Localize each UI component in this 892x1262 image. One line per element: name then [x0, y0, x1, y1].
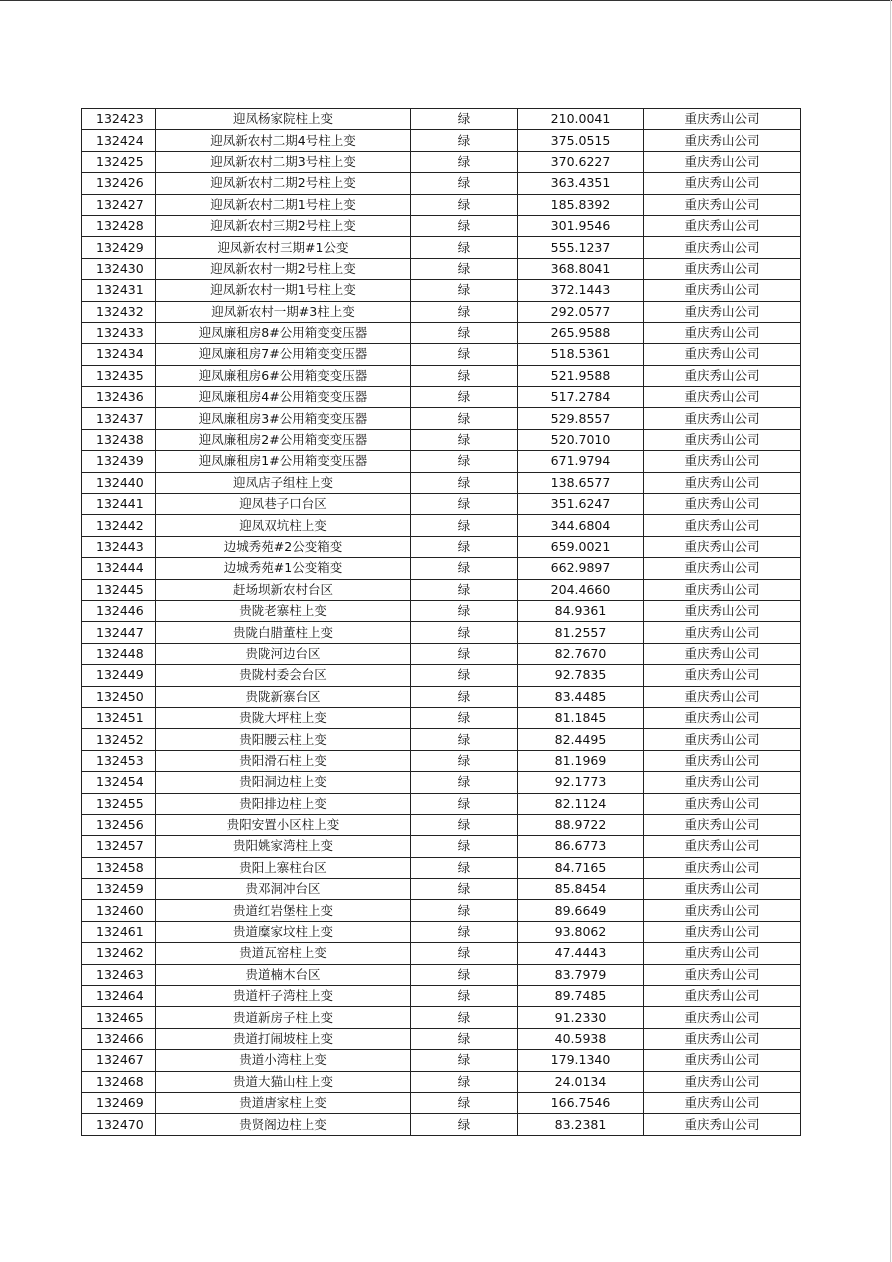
name-cell: 贵道新房子柱上变 — [156, 1007, 411, 1028]
value-cell: 86.6773 — [518, 836, 644, 857]
value-cell: 82.7670 — [518, 643, 644, 664]
color-cell: 绿 — [411, 793, 518, 814]
id-cell: 132426 — [82, 173, 156, 194]
company-cell: 重庆秀山公司 — [644, 793, 801, 814]
value-cell: 363.4351 — [518, 173, 644, 194]
color-cell: 绿 — [411, 750, 518, 771]
color-cell: 绿 — [411, 643, 518, 664]
table-row — [82, 1007, 801, 1028]
name-cell: 贵道糜家坟柱上变 — [156, 921, 411, 942]
name-cell: 贵道小湾柱上变 — [156, 1050, 411, 1071]
company-cell: 重庆秀山公司 — [644, 665, 801, 686]
id-cell: 132455 — [82, 793, 156, 814]
color-cell: 绿 — [411, 1092, 518, 1113]
table-row — [82, 665, 801, 686]
color-cell: 绿 — [411, 729, 518, 750]
table-row — [82, 429, 801, 450]
table-row — [82, 1071, 801, 1092]
id-cell: 132441 — [82, 494, 156, 515]
value-cell: 84.7165 — [518, 857, 644, 878]
id-cell: 132446 — [82, 600, 156, 621]
id-cell: 132447 — [82, 622, 156, 643]
company-cell: 重庆秀山公司 — [644, 707, 801, 728]
value-cell: 210.0041 — [518, 109, 644, 130]
company-cell: 重庆秀山公司 — [644, 194, 801, 215]
company-cell: 重庆秀山公司 — [644, 472, 801, 493]
color-cell: 绿 — [411, 1028, 518, 1049]
value-cell: 662.9897 — [518, 558, 644, 579]
color-cell: 绿 — [411, 600, 518, 621]
table-row — [82, 643, 801, 664]
name-cell: 贵阳安置小区柱上变 — [156, 814, 411, 835]
value-cell: 84.9361 — [518, 600, 644, 621]
company-cell: 重庆秀山公司 — [644, 515, 801, 536]
table-row — [82, 707, 801, 728]
id-cell: 132470 — [82, 1114, 156, 1135]
value-cell: 88.9722 — [518, 814, 644, 835]
company-cell: 重庆秀山公司 — [644, 579, 801, 600]
color-cell: 绿 — [411, 515, 518, 536]
name-cell: 贵阳姚家湾柱上变 — [156, 836, 411, 857]
company-cell: 重庆秀山公司 — [644, 173, 801, 194]
name-cell: 贵道楠木台区 — [156, 964, 411, 985]
table-row — [82, 472, 801, 493]
name-cell: 迎凤新农村一期1号柱上变 — [156, 280, 411, 301]
value-cell: 265.9588 — [518, 322, 644, 343]
value-cell: 179.1340 — [518, 1050, 644, 1071]
name-cell: 贵邓洞冲台区 — [156, 879, 411, 900]
name-cell: 迎凤巷子口台区 — [156, 494, 411, 515]
color-cell: 绿 — [411, 109, 518, 130]
company-cell: 重庆秀山公司 — [644, 365, 801, 386]
id-cell: 132451 — [82, 707, 156, 728]
table-row — [82, 301, 801, 322]
color-cell: 绿 — [411, 365, 518, 386]
color-cell: 绿 — [411, 814, 518, 835]
company-cell: 重庆秀山公司 — [644, 451, 801, 472]
name-cell: 迎凤新农村二期1号柱上变 — [156, 194, 411, 215]
value-cell: 368.8041 — [518, 258, 644, 279]
table-row — [82, 194, 801, 215]
name-cell: 贵阳滑石柱上变 — [156, 750, 411, 771]
value-cell: 344.6804 — [518, 515, 644, 536]
name-cell: 迎凤廉租房6#公用箱变变压器 — [156, 365, 411, 386]
company-cell: 重庆秀山公司 — [644, 986, 801, 1007]
value-cell: 82.1124 — [518, 793, 644, 814]
value-cell: 204.4660 — [518, 579, 644, 600]
color-cell: 绿 — [411, 472, 518, 493]
company-cell: 重庆秀山公司 — [644, 643, 801, 664]
value-cell: 521.9588 — [518, 365, 644, 386]
name-cell: 贵道唐家柱上变 — [156, 1092, 411, 1113]
id-cell: 132437 — [82, 408, 156, 429]
data-table — [81, 108, 801, 1136]
value-cell: 92.1773 — [518, 772, 644, 793]
color-cell: 绿 — [411, 921, 518, 942]
color-cell: 绿 — [411, 344, 518, 365]
color-cell: 绿 — [411, 130, 518, 151]
id-cell: 132429 — [82, 237, 156, 258]
name-cell: 贵陇河边台区 — [156, 643, 411, 664]
value-cell: 81.1969 — [518, 750, 644, 771]
id-cell: 132458 — [82, 857, 156, 878]
color-cell: 绿 — [411, 943, 518, 964]
table-row — [82, 772, 801, 793]
value-cell: 166.7546 — [518, 1092, 644, 1113]
name-cell: 贵陇老寨柱上变 — [156, 600, 411, 621]
id-cell: 132467 — [82, 1050, 156, 1071]
company-cell: 重庆秀山公司 — [644, 943, 801, 964]
value-cell: 659.0021 — [518, 536, 644, 557]
id-cell: 132452 — [82, 729, 156, 750]
table-row — [82, 130, 801, 151]
id-cell: 132460 — [82, 900, 156, 921]
name-cell: 迎凤杨家院柱上变 — [156, 109, 411, 130]
company-cell: 重庆秀山公司 — [644, 836, 801, 857]
value-cell: 671.9794 — [518, 451, 644, 472]
company-cell: 重庆秀山公司 — [644, 1028, 801, 1049]
color-cell: 绿 — [411, 665, 518, 686]
name-cell: 贵道瓦窑柱上变 — [156, 943, 411, 964]
table-row — [82, 173, 801, 194]
id-cell: 132440 — [82, 472, 156, 493]
page-top-border — [0, 0, 892, 1]
id-cell: 132461 — [82, 921, 156, 942]
color-cell: 绿 — [411, 707, 518, 728]
value-cell: 520.7010 — [518, 429, 644, 450]
color-cell: 绿 — [411, 622, 518, 643]
table-body — [82, 109, 801, 1136]
company-cell: 重庆秀山公司 — [644, 879, 801, 900]
color-cell: 绿 — [411, 964, 518, 985]
color-cell: 绿 — [411, 579, 518, 600]
id-cell: 132430 — [82, 258, 156, 279]
value-cell: 517.2784 — [518, 387, 644, 408]
name-cell: 迎凤双坑柱上变 — [156, 515, 411, 536]
value-cell: 85.8454 — [518, 879, 644, 900]
id-cell: 132468 — [82, 1071, 156, 1092]
company-cell: 重庆秀山公司 — [644, 921, 801, 942]
table-row — [82, 322, 801, 343]
company-cell: 重庆秀山公司 — [644, 109, 801, 130]
company-cell: 重庆秀山公司 — [644, 237, 801, 258]
value-cell: 529.8557 — [518, 408, 644, 429]
company-cell: 重庆秀山公司 — [644, 814, 801, 835]
value-cell: 372.1443 — [518, 280, 644, 301]
table-row — [82, 814, 801, 835]
company-cell: 重庆秀山公司 — [644, 387, 801, 408]
value-cell: 93.8062 — [518, 921, 644, 942]
id-cell: 132434 — [82, 344, 156, 365]
id-cell: 132465 — [82, 1007, 156, 1028]
company-cell: 重庆秀山公司 — [644, 1071, 801, 1092]
name-cell: 迎凤新农村三期#1公变 — [156, 237, 411, 258]
table-row — [82, 1092, 801, 1113]
company-cell: 重庆秀山公司 — [644, 686, 801, 707]
value-cell: 81.1845 — [518, 707, 644, 728]
color-cell: 绿 — [411, 494, 518, 515]
table-row — [82, 344, 801, 365]
color-cell: 绿 — [411, 1007, 518, 1028]
color-cell: 绿 — [411, 194, 518, 215]
name-cell: 迎凤新农村二期3号柱上变 — [156, 151, 411, 172]
table-row — [82, 686, 801, 707]
value-cell: 138.6577 — [518, 472, 644, 493]
table-row — [82, 365, 801, 386]
company-cell: 重庆秀山公司 — [644, 600, 801, 621]
value-cell: 83.4485 — [518, 686, 644, 707]
name-cell: 迎凤新农村二期4号柱上变 — [156, 130, 411, 151]
name-cell: 贵陇白腊董柱上变 — [156, 622, 411, 643]
company-cell: 重庆秀山公司 — [644, 558, 801, 579]
table-row — [82, 750, 801, 771]
name-cell: 迎凤廉租房2#公用箱变变压器 — [156, 429, 411, 450]
company-cell: 重庆秀山公司 — [644, 1114, 801, 1135]
value-cell: 91.2330 — [518, 1007, 644, 1028]
table-row — [82, 558, 801, 579]
name-cell: 贵阳上寨柱台区 — [156, 857, 411, 878]
name-cell: 迎凤廉租房4#公用箱变变压器 — [156, 387, 411, 408]
id-cell: 132449 — [82, 665, 156, 686]
id-cell: 132450 — [82, 686, 156, 707]
table-row — [82, 964, 801, 985]
id-cell: 132442 — [82, 515, 156, 536]
table-row — [82, 536, 801, 557]
company-cell: 重庆秀山公司 — [644, 429, 801, 450]
company-cell: 重庆秀山公司 — [644, 1092, 801, 1113]
value-cell: 555.1237 — [518, 237, 644, 258]
value-cell: 89.7485 — [518, 986, 644, 1007]
color-cell: 绿 — [411, 1071, 518, 1092]
value-cell: 292.0577 — [518, 301, 644, 322]
id-cell: 132464 — [82, 986, 156, 1007]
value-cell: 83.2381 — [518, 1114, 644, 1135]
id-cell: 132469 — [82, 1092, 156, 1113]
id-cell: 132433 — [82, 322, 156, 343]
company-cell: 重庆秀山公司 — [644, 857, 801, 878]
color-cell: 绿 — [411, 879, 518, 900]
name-cell: 贵阳腰云柱上变 — [156, 729, 411, 750]
name-cell: 贵道大猫山柱上变 — [156, 1071, 411, 1092]
table-row — [82, 387, 801, 408]
table-row — [82, 258, 801, 279]
name-cell: 贵陇大坪柱上变 — [156, 707, 411, 728]
color-cell: 绿 — [411, 408, 518, 429]
color-cell: 绿 — [411, 536, 518, 557]
id-cell: 132444 — [82, 558, 156, 579]
company-cell: 重庆秀山公司 — [644, 130, 801, 151]
id-cell: 132457 — [82, 836, 156, 857]
color-cell: 绿 — [411, 558, 518, 579]
name-cell: 贵贤阁边柱上变 — [156, 1114, 411, 1135]
name-cell: 贵陇村委会台区 — [156, 665, 411, 686]
name-cell: 贵陇新寨台区 — [156, 686, 411, 707]
company-cell: 重庆秀山公司 — [644, 772, 801, 793]
color-cell: 绿 — [411, 451, 518, 472]
name-cell: 边城秀苑#1公变箱变 — [156, 558, 411, 579]
value-cell: 301.9546 — [518, 215, 644, 236]
id-cell: 132445 — [82, 579, 156, 600]
table-row — [82, 408, 801, 429]
table-row — [82, 900, 801, 921]
id-cell: 132436 — [82, 387, 156, 408]
color-cell: 绿 — [411, 151, 518, 172]
id-cell: 132423 — [82, 109, 156, 130]
name-cell: 赶场坝新农村台区 — [156, 579, 411, 600]
table-row — [82, 622, 801, 643]
company-cell: 重庆秀山公司 — [644, 408, 801, 429]
company-cell: 重庆秀山公司 — [644, 1050, 801, 1071]
table-row — [82, 943, 801, 964]
table-row — [82, 857, 801, 878]
color-cell: 绿 — [411, 237, 518, 258]
page-right-edge — [890, 0, 891, 1262]
table-row — [82, 237, 801, 258]
company-cell: 重庆秀山公司 — [644, 536, 801, 557]
name-cell: 贵道打闹坡柱上变 — [156, 1028, 411, 1049]
color-cell: 绿 — [411, 301, 518, 322]
name-cell: 迎凤廉租房3#公用箱变变压器 — [156, 408, 411, 429]
color-cell: 绿 — [411, 772, 518, 793]
value-cell: 24.0134 — [518, 1071, 644, 1092]
id-cell: 132435 — [82, 365, 156, 386]
table-row — [82, 451, 801, 472]
name-cell: 迎凤新农村二期2号柱上变 — [156, 173, 411, 194]
color-cell: 绿 — [411, 836, 518, 857]
id-cell: 132459 — [82, 879, 156, 900]
company-cell: 重庆秀山公司 — [644, 494, 801, 515]
id-cell: 132438 — [82, 429, 156, 450]
name-cell: 迎凤廉租房7#公用箱变变压器 — [156, 344, 411, 365]
value-cell: 89.6649 — [518, 900, 644, 921]
name-cell: 边城秀苑#2公变箱变 — [156, 536, 411, 557]
id-cell: 132427 — [82, 194, 156, 215]
company-cell: 重庆秀山公司 — [644, 322, 801, 343]
table-row — [82, 600, 801, 621]
color-cell: 绿 — [411, 429, 518, 450]
value-cell: 370.6227 — [518, 151, 644, 172]
value-cell: 83.7979 — [518, 964, 644, 985]
table-row — [82, 515, 801, 536]
value-cell: 351.6247 — [518, 494, 644, 515]
id-cell: 132428 — [82, 215, 156, 236]
id-cell: 132431 — [82, 280, 156, 301]
color-cell: 绿 — [411, 857, 518, 878]
id-cell: 132463 — [82, 964, 156, 985]
table-row — [82, 280, 801, 301]
value-cell: 185.8392 — [518, 194, 644, 215]
value-cell: 375.0515 — [518, 130, 644, 151]
color-cell: 绿 — [411, 387, 518, 408]
name-cell: 迎凤廉租房1#公用箱变变压器 — [156, 451, 411, 472]
company-cell: 重庆秀山公司 — [644, 964, 801, 985]
color-cell: 绿 — [411, 215, 518, 236]
company-cell: 重庆秀山公司 — [644, 750, 801, 771]
name-cell: 迎凤新农村一期2号柱上变 — [156, 258, 411, 279]
table-row — [82, 793, 801, 814]
color-cell: 绿 — [411, 1050, 518, 1071]
company-cell: 重庆秀山公司 — [644, 344, 801, 365]
value-cell: 518.5361 — [518, 344, 644, 365]
company-cell: 重庆秀山公司 — [644, 258, 801, 279]
color-cell: 绿 — [411, 173, 518, 194]
id-cell: 132425 — [82, 151, 156, 172]
company-cell: 重庆秀山公司 — [644, 151, 801, 172]
name-cell: 贵道红岩堡柱上变 — [156, 900, 411, 921]
name-cell: 贵阳排边柱上变 — [156, 793, 411, 814]
name-cell: 迎凤廉租房8#公用箱变变压器 — [156, 322, 411, 343]
table-row — [82, 836, 801, 857]
id-cell: 132443 — [82, 536, 156, 557]
company-cell: 重庆秀山公司 — [644, 280, 801, 301]
name-cell: 迎凤店子组柱上变 — [156, 472, 411, 493]
name-cell: 迎凤新农村一期#3柱上变 — [156, 301, 411, 322]
table-row — [82, 494, 801, 515]
id-cell: 132432 — [82, 301, 156, 322]
table-row — [82, 1114, 801, 1135]
name-cell: 贵阳洞边柱上变 — [156, 772, 411, 793]
value-cell: 47.4443 — [518, 943, 644, 964]
color-cell: 绿 — [411, 986, 518, 1007]
table-row — [82, 879, 801, 900]
name-cell: 贵道杆子湾柱上变 — [156, 986, 411, 1007]
company-cell: 重庆秀山公司 — [644, 729, 801, 750]
id-cell: 132456 — [82, 814, 156, 835]
id-cell: 132448 — [82, 643, 156, 664]
company-cell: 重庆秀山公司 — [644, 900, 801, 921]
company-cell: 重庆秀山公司 — [644, 301, 801, 322]
table-row — [82, 986, 801, 1007]
value-cell: 81.2557 — [518, 622, 644, 643]
table-row — [82, 1028, 801, 1049]
table-row — [82, 151, 801, 172]
id-cell: 132454 — [82, 772, 156, 793]
value-cell: 82.4495 — [518, 729, 644, 750]
table-row — [82, 1050, 801, 1071]
color-cell: 绿 — [411, 258, 518, 279]
id-cell: 132453 — [82, 750, 156, 771]
color-cell: 绿 — [411, 900, 518, 921]
id-cell: 132439 — [82, 451, 156, 472]
value-cell: 40.5938 — [518, 1028, 644, 1049]
name-cell: 迎凤新农村三期2号柱上变 — [156, 215, 411, 236]
table-row — [82, 579, 801, 600]
color-cell: 绿 — [411, 322, 518, 343]
color-cell: 绿 — [411, 1114, 518, 1135]
id-cell: 132462 — [82, 943, 156, 964]
table-row — [82, 729, 801, 750]
value-cell: 92.7835 — [518, 665, 644, 686]
company-cell: 重庆秀山公司 — [644, 622, 801, 643]
company-cell: 重庆秀山公司 — [644, 215, 801, 236]
color-cell: 绿 — [411, 280, 518, 301]
color-cell: 绿 — [411, 686, 518, 707]
table-row — [82, 109, 801, 130]
company-cell: 重庆秀山公司 — [644, 1007, 801, 1028]
table-row — [82, 921, 801, 942]
table-row — [82, 215, 801, 236]
id-cell: 132424 — [82, 130, 156, 151]
id-cell: 132466 — [82, 1028, 156, 1049]
